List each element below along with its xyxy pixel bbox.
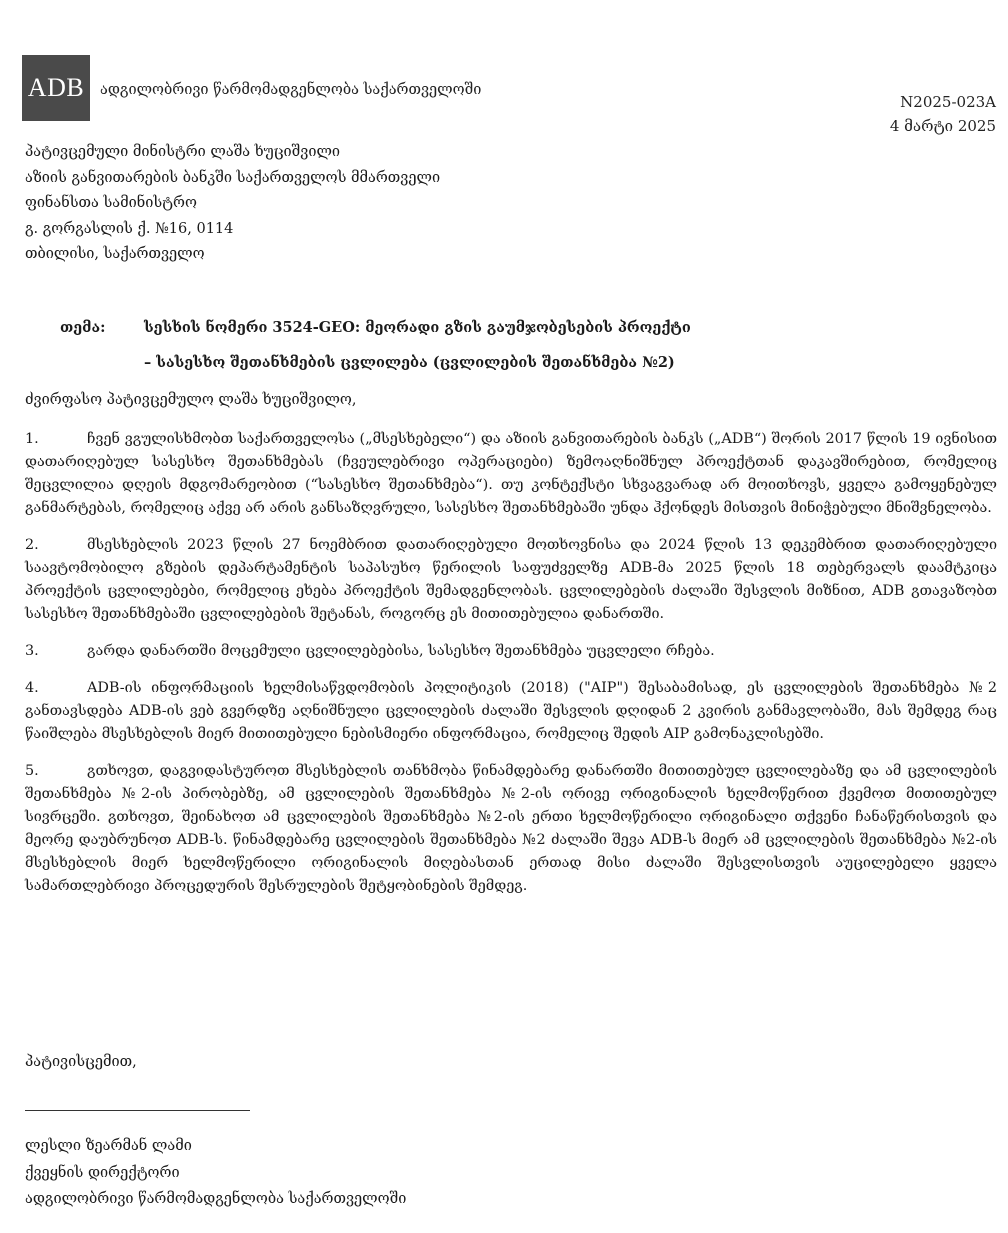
recipient-line: აზიის განვითარების ბანკში საქართველოს მმართველი (25, 169, 441, 186)
paragraph-number: 5. (25, 763, 39, 779)
recipient-line: გ. გორგასლის ქ. №16, 0114 (25, 220, 234, 237)
recipient-line: ფინანსთა სამინისტრო (25, 195, 197, 211)
paragraph-text: გარდა დანართში მოცემული ცვლილებებისა, სასესხო შეთანხმება უცვლელი რჩება. (87, 643, 715, 659)
letter-body (25, 428, 997, 912)
subject-label: თემა: (60, 319, 106, 336)
signatory-office: ადგილობრივი წარმომადგენლობა საქართველოში (25, 1191, 407, 1207)
recipient-address (25, 140, 440, 268)
adb-logo (22, 55, 90, 121)
recipient-line: პატივცემული მინისტრი ლაშა ხუციშვილი (25, 144, 341, 160)
signatory-name: ლესლი ზეარმან ლამი (25, 1138, 192, 1154)
paragraph-text: ADB-ის ინფორმაციის ხელმისაწვდომობის პოლიტიკის (2018) ("AIP") შესაბამისად, ეს ცვლილების შეთანხმება №2 განთავსდება ADB-ის ვებ გვერდზე აღნიშნული ცვლილების ძალაში შესვლის დღიდან 2 კვირის განმავლობაში, მას შემდეგ რაც წაიშლება მსესხებლის მიერ მითითებული ნებისმიერი ინფორმაცია, რომელიც შედის AIP გამონაკლისებში. (25, 680, 997, 742)
reference-block (890, 90, 996, 138)
paragraph-number: 3. (25, 643, 39, 659)
subject-line-2: – სასესხო შეთანხმების ცვლილება (ცვლილების შეთანხმება №2) (144, 354, 675, 371)
paragraph-text: ჩვენ ვგულისხმობთ საქართველოსა („მსესხებელი“) და აზიის განვითარების ბანკს („ADB“) შორის 2017 წლის 19 ივნისით დათარიღებულ სასესხო შეთანხმებას (ჩვეულებრივი ოპერაციები) ზემოაღნიშნულ პროექტთან დაკავშირებით, რომელიც შეცვლილია დღეის მდგომარეობით (“სასესხო შეთანხმება“). თუ კონტექსტი სხვაგვარად არ მოითხოვს, ყველა გამოყენებულ განმარტებას, რომელიც აქვე არ არის განსაზღვრული, სასესხო შეთანხმებაში უნდა ჰქონდეს მისთვის მინიჭებული მნიშვნელობა. (25, 431, 997, 516)
logo-text: ADB (27, 73, 85, 102)
paragraph-number: 1. (25, 431, 39, 447)
paragraph (25, 534, 997, 626)
signatory-block (25, 1133, 406, 1213)
letter-date: 4 მარტი 2025 (889, 117, 996, 135)
signature-line (25, 1110, 250, 1111)
paragraph (25, 760, 997, 898)
paragraph-number: 2. (25, 537, 39, 553)
reference-number: N2025-023A (900, 93, 996, 111)
subject-line-1: სესხის ნომერი 3524-GEO: მეორადი გზის გაუმჯობესების პროექტი (144, 319, 691, 336)
paragraph (25, 677, 997, 746)
closing: პატივისცემით, (25, 1054, 137, 1070)
paragraph-number: 4. (25, 680, 39, 696)
paragraph (25, 640, 997, 663)
signatory-title: ქვეყნის დირექტორი (25, 1164, 180, 1181)
paragraph-text: გთხოვთ, დაგვიდასტუროთ მსესხებლის თანხმობა წინამდებარე დანართში მითითებულ ცვლილებაზე და ამ ცვლილების შეთანხმება №2-ის პირობებზე, ამ ცვლილების შეთანხმება №2-ის ორივე ორიგინალის ხელმოწერით ქვემოთ მითითებულ სივრცეში. გთხოვთ, შეინახოთ ამ ცვლილების შეთანხმება №2-ის ერთი ხელმოწერილი ორიგინალი თქვენი ჩანაწერისთვის და მეორე დაუბრუნოთ ADB-ს. წინამდებარე ცვლილების შეთანხმება №2 ძალაში შევა ADB-ს მიერ ამ ცვლილების შეთანხმება №2-ის მსესხებლის მიერ ხელმოწერილი ორიგინალის მიღებასთან ერთად მისი ძალაში შესვლისთვის აუცილებელი ყველა სამართლებრივი პროცედურის შესრულების შეტყობინების შემდეგ. (25, 763, 997, 894)
paragraph (25, 428, 997, 520)
salutation: ძვირფასო პატივცემულო ლაშა ხუციშვილო, (25, 392, 357, 408)
office-name: ადგილობრივი წარმომადგენლობა საქართველოში (100, 82, 482, 98)
recipient-line: თბილისი, საქართველო (25, 246, 205, 262)
paragraph-text: მსესხებლის 2023 წლის 27 ნოემბრით დათარიღებული მოთხოვნისა და 2024 წლის 13 დეკემბრით დათარიღებული საავტომობილო გზების დეპარტამენტის საპასუხო წერილის საფუძველზე ADB-მა 2025 წლის 18 თებერვალს დაამტკიცა პროექტის ცვლილებები, რომელიც ეხება პროექტის შემადგენლობას. ცვლილებების ძალაში შესვლის მიზნით, ADB გთავაზობთ სასესხო შეთანხმებაში ცვლილებების შეტანას, როგორც ეს მითითებულია დანართში. (25, 537, 997, 622)
subject-block (60, 310, 691, 380)
